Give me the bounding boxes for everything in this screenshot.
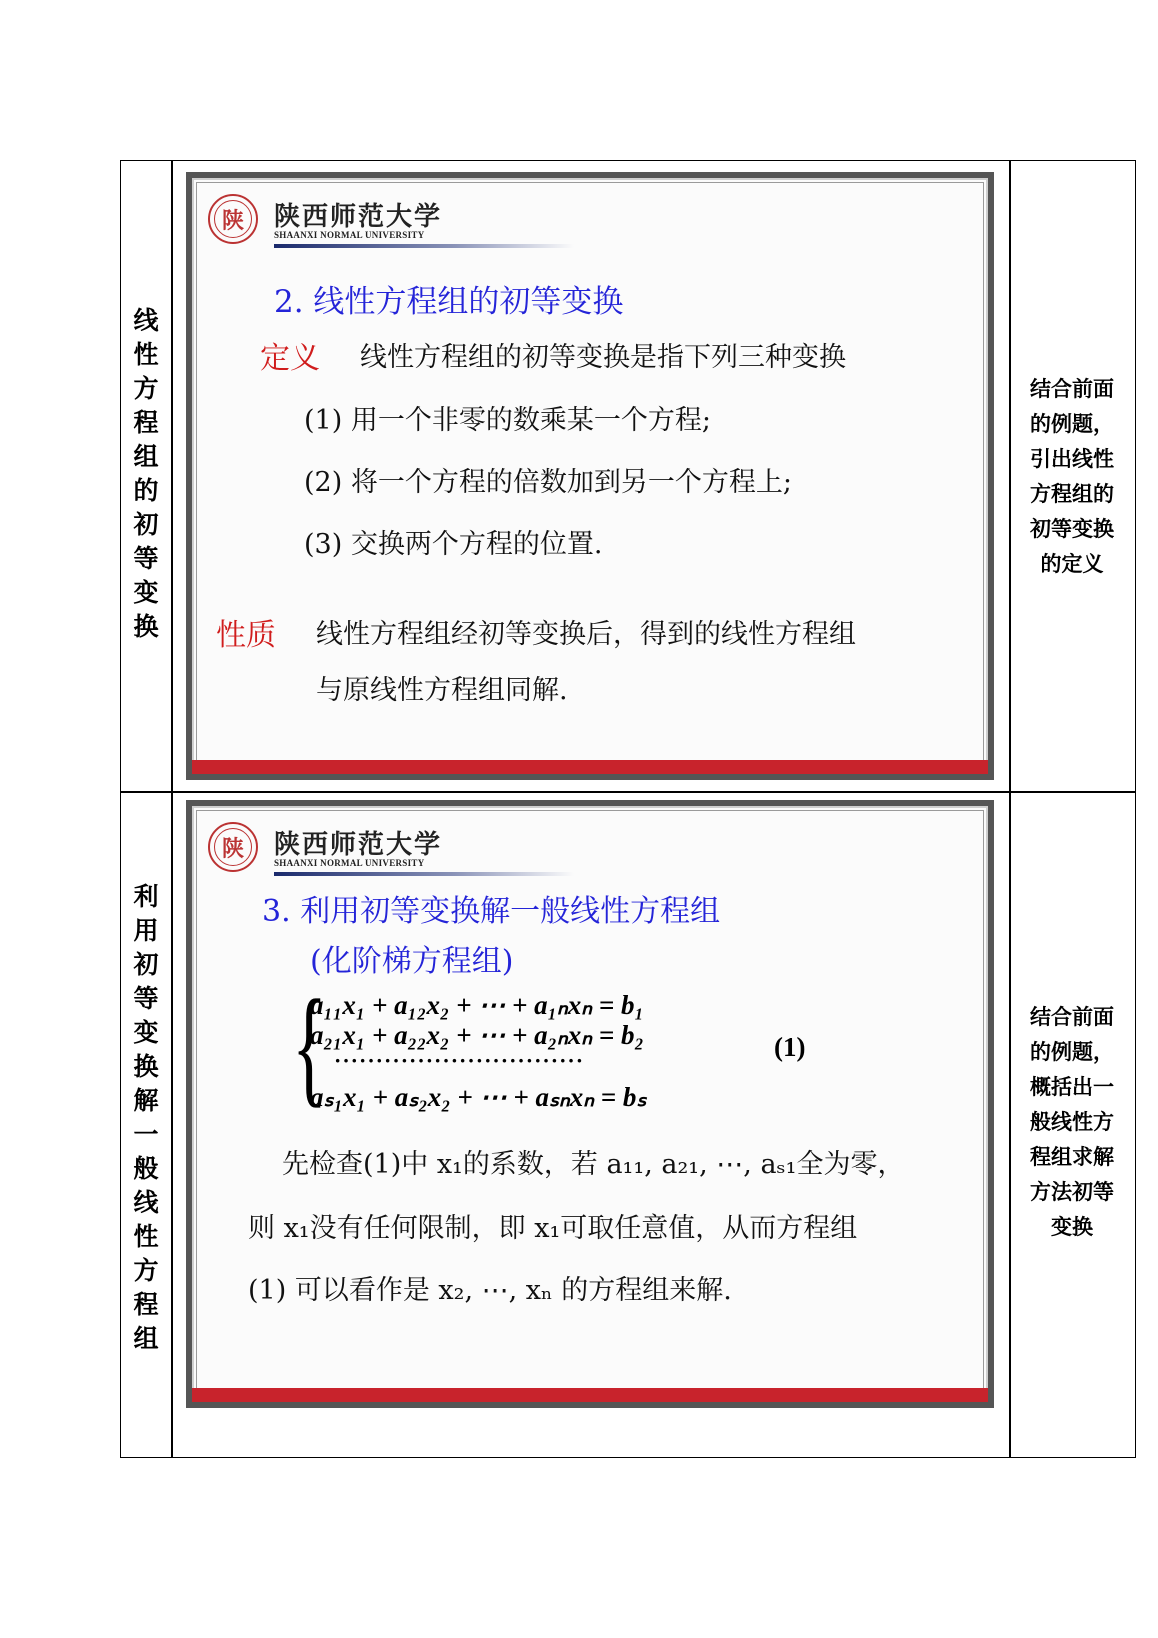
university-name-cn: 陕西师范大学 — [274, 830, 443, 860]
topic-char: 性 — [133, 340, 159, 369]
note-line: 程组求解 — [1030, 1145, 1114, 1169]
topic-char: 的 — [133, 476, 159, 505]
note-line: 的例题， — [1030, 412, 1114, 436]
explanation-line2: 则 x₁没有任何限制，即 x₁可取任意值，从而方程组 — [248, 1213, 858, 1244]
logo-underline — [274, 244, 574, 248]
topic-char: 解 — [133, 1086, 159, 1115]
topic-char: 组 — [133, 1324, 159, 1353]
topic-char: 换 — [133, 612, 159, 641]
topic-char: 等 — [133, 544, 159, 573]
definition-text: 线性方程组的初等变换是指下列三种变换 — [360, 342, 846, 373]
equation-row-2: a₂₁x₁ + a₂₂x₂ + ⋯ + a₂ₙxₙ = b₂ — [310, 1020, 644, 1050]
note-line: 初等变换 — [1030, 517, 1114, 541]
topic-char: 等 — [133, 984, 159, 1013]
topic-char: 方 — [133, 1256, 159, 1285]
note-line: 引出线性 — [1030, 447, 1114, 471]
note-line: 结合前面 — [1030, 377, 1114, 401]
topic-char: 程 — [133, 408, 159, 437]
note-line: 方法初等 — [1030, 1180, 1114, 1204]
transformation-item-3: (3) 交换两个方程的位置. — [304, 529, 603, 560]
university-name-en: SHAANXI NORMAL UNIVERSITY — [274, 230, 425, 240]
property-text-line1: 线性方程组经初等变换后，得到的线性方程组 — [316, 619, 856, 650]
property-label: 性质 — [216, 618, 276, 653]
topic-char: 变 — [133, 578, 159, 607]
explanation-line3: (1) 可以看作是 x₂, ⋯, xₙ 的方程组来解. — [248, 1275, 732, 1306]
university-seal-icon: 陕 — [208, 822, 258, 872]
column-divider — [171, 161, 173, 1457]
equation-row-s: aₛ₁x₁ + aₛ₂x₂ + ⋯ + aₛₙxₙ = bₛ — [310, 1082, 647, 1112]
row2-topic-label — [122, 880, 170, 1356]
slide-footer-bar — [192, 1388, 988, 1402]
row-divider — [121, 791, 1135, 793]
column-divider — [1009, 161, 1011, 1457]
topic-char: 用 — [133, 916, 159, 945]
topic-char: 一 — [133, 1120, 159, 1149]
slide-subtitle: (化阶梯方程组) — [310, 944, 514, 979]
equation-row-1: a₁₁x₁ + a₁₂x₂ + ⋯ + a₁ₙxₙ = b₁ — [310, 990, 644, 1020]
logo-underline — [274, 872, 574, 876]
university-name-cn: 陕西师范大学 — [274, 202, 443, 232]
topic-char: 利 — [133, 882, 159, 911]
topic-char: 般 — [133, 1154, 159, 1183]
transformation-item-2: (2) 将一个方程的倍数加到另一个方程上; — [304, 467, 792, 498]
row2-teaching-note — [1010, 1000, 1134, 1245]
row1-topic-label — [122, 304, 170, 644]
topic-char: 换 — [133, 1052, 159, 1081]
row1-teaching-note — [1010, 372, 1134, 582]
slide-title: 3. 利用初等变换解一般线性方程组 — [262, 894, 721, 929]
topic-char: 线 — [133, 1188, 159, 1217]
note-line: 概括出一 — [1030, 1075, 1114, 1099]
university-logo — [208, 194, 628, 254]
slide-elementary-transformations — [186, 172, 994, 780]
slide-footer-bar — [192, 760, 988, 774]
university-seal-icon: 陕 — [208, 194, 258, 244]
equation-number: (1) — [774, 1032, 806, 1062]
property-text-line2: 与原线性方程组同解. — [316, 675, 568, 706]
note-line: 变换 — [1051, 1215, 1093, 1239]
topic-char: 组 — [133, 442, 159, 471]
university-name-en: SHAANXI NORMAL UNIVERSITY — [274, 858, 425, 868]
note-line: 的定义 — [1040, 552, 1104, 576]
slide-title: 2. 线性方程组的初等变换 — [274, 284, 624, 320]
slide-solving-linear-systems — [186, 800, 994, 1408]
transformation-item-1: (1) 用一个非零的数乘某一个方程; — [304, 405, 711, 436]
system-brace: { — [292, 972, 327, 1119]
topic-char: 初 — [133, 950, 159, 979]
explanation-line1: 先检查(1)中 x₁的系数，若 a₁₁, a₂₁, ⋯, aₛ₁全为零， — [282, 1149, 905, 1180]
note-line: 般线性方 — [1030, 1110, 1114, 1134]
topic-char: 变 — [133, 1018, 159, 1047]
topic-char: 性 — [133, 1222, 159, 1251]
topic-char: 线 — [133, 306, 159, 335]
note-line: 方程组的 — [1030, 482, 1114, 506]
equation-ellipsis-row: ······························ — [334, 1048, 585, 1073]
topic-char: 方 — [133, 374, 159, 403]
note-line: 结合前面 — [1030, 1005, 1114, 1029]
topic-char: 程 — [133, 1290, 159, 1319]
definition-label: 定义 — [260, 341, 320, 376]
topic-char: 初 — [133, 510, 159, 539]
note-line: 的例题， — [1030, 1040, 1114, 1064]
university-logo — [208, 822, 628, 882]
